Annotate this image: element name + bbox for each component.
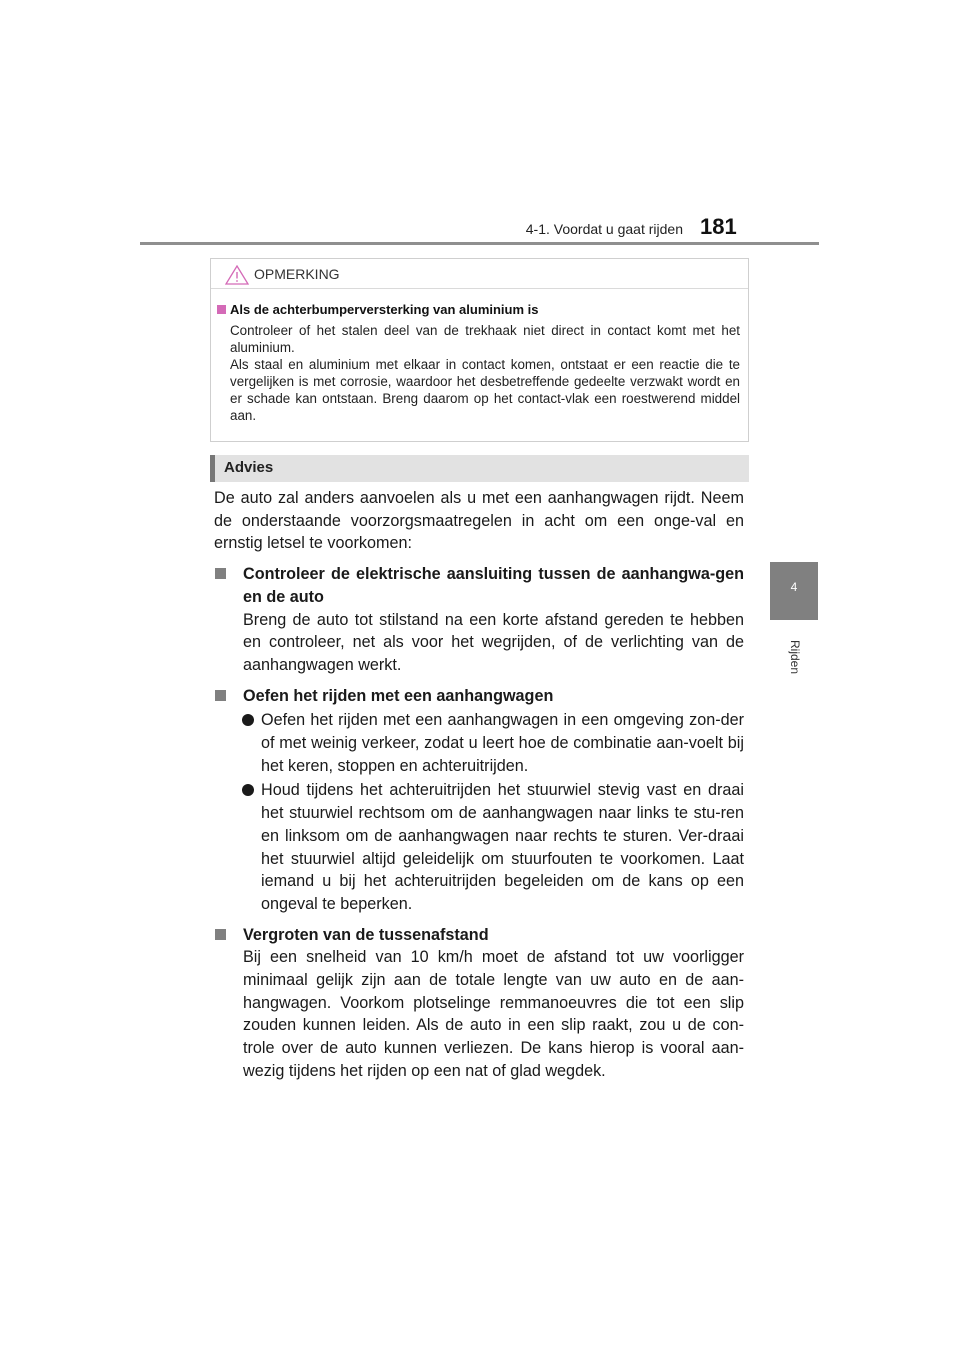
notice-box (210, 258, 749, 442)
notice-paragraph: Als staal en aluminium met elkaar in contact komen, ontstaat er een reactie die te vergelijken is met corrosie, waardoor het desbetreffende gedeelte verzwakt wordt en er schade kan ontstaan. Breng daarom op het contact-vlak een roestwerend middel aan. (230, 357, 740, 423)
gray-square-marker (215, 568, 226, 579)
section-heading-text: Oefen het rijden met een aanhangwagen (243, 686, 554, 705)
bullet-dot-icon (242, 784, 254, 796)
gray-square-marker (215, 690, 226, 701)
page-number: 181 (700, 214, 737, 239)
section-body: Breng de auto tot stilstand na een korte afstand gereden te hebben en controleer, net als voor het wegrijden, of de verlichting van de aanhangwagen werkt. (243, 610, 744, 674)
warning-triangle-icon (225, 265, 249, 285)
list-item (243, 779, 744, 915)
section-heading-text: Controleer de elektrische aansluiting tussen de aanhangwa-gen en de auto (243, 565, 744, 606)
notice-title: OPMERKING (254, 266, 340, 282)
section-heading (243, 924, 744, 947)
list-item (243, 709, 744, 777)
section-practice-driving (214, 685, 744, 916)
notice-paragraph: Controleer of het stalen deel van de trekhaak niet direct in contact komt met het aluminium. (230, 323, 740, 355)
gray-square-marker (215, 929, 226, 940)
notice-subheading (217, 302, 539, 317)
pink-square-marker (217, 305, 226, 314)
advies-accent (210, 455, 215, 482)
bullet-dot-icon (242, 714, 254, 726)
notice-subheading-text: Als de achterbumperversterking van aluminium is (230, 302, 539, 317)
header-rule (140, 242, 819, 245)
section-heading (243, 685, 744, 708)
chapter-tab-number: 4 (790, 580, 798, 594)
chapter-tab-label: Rijden (788, 639, 802, 675)
section-following-distance (214, 924, 744, 1083)
notice-header (211, 259, 748, 289)
section-heading-text: Vergroten van de tussenafstand (243, 925, 489, 944)
intro-paragraph: De auto zal anders aanvoelen als u met een aanhangwagen rijdt. Neem de onderstaande voorzorgsmaatregelen in acht om een onge-val en ernstig letsel te voorkomen: (214, 489, 744, 553)
header-section-title: 4-1. Voordat u gaat rijden (525, 221, 683, 237)
section-body: Bij een snelheid van 10 km/h moet de afstand tot uw voorligger minimaal gelijk zijn aan de totale lengte van uw auto en de aan-hangwagen. Voorkom plotselinge remmanoeuvres die tot een slip zouden kunnen leiden. Als de auto in een slip raakt, zou u de con-trole over de auto kunnen verliezen. De kans hierop is vooral aan-wezig tijdens het rijden op een nat of glad wegdek. (243, 948, 744, 1080)
advies-title: Advies (224, 459, 274, 476)
list-item-text: Houd tijdens het achteruitrijden het stuurwiel stevig vast en draai het stuurwiel rechtsom om de aanhangwagen naar links te stu-ren en linksom om de aanhangwagen naar rechts te sturen. Ver-draai het stuurwiel altijd geleidelijk om stuurfouten te voorkomen. Laat iemand u bij het achteruitrijden begeleiden om de kans op een ongeval te beperken. (261, 781, 744, 913)
section-heading (243, 563, 744, 608)
main-content (214, 487, 744, 1083)
list-item-text: Oefen het rijden met een aanhangwagen in een omgeving zon-der of met weinig verkeer, zodat u leert hoe de combinatie aan-voelt bij het keren, stoppen en achteruitrijden. (261, 711, 744, 775)
section-electrical-check (214, 563, 744, 677)
advies-heading-bar (210, 455, 749, 482)
notice-body (230, 322, 740, 424)
